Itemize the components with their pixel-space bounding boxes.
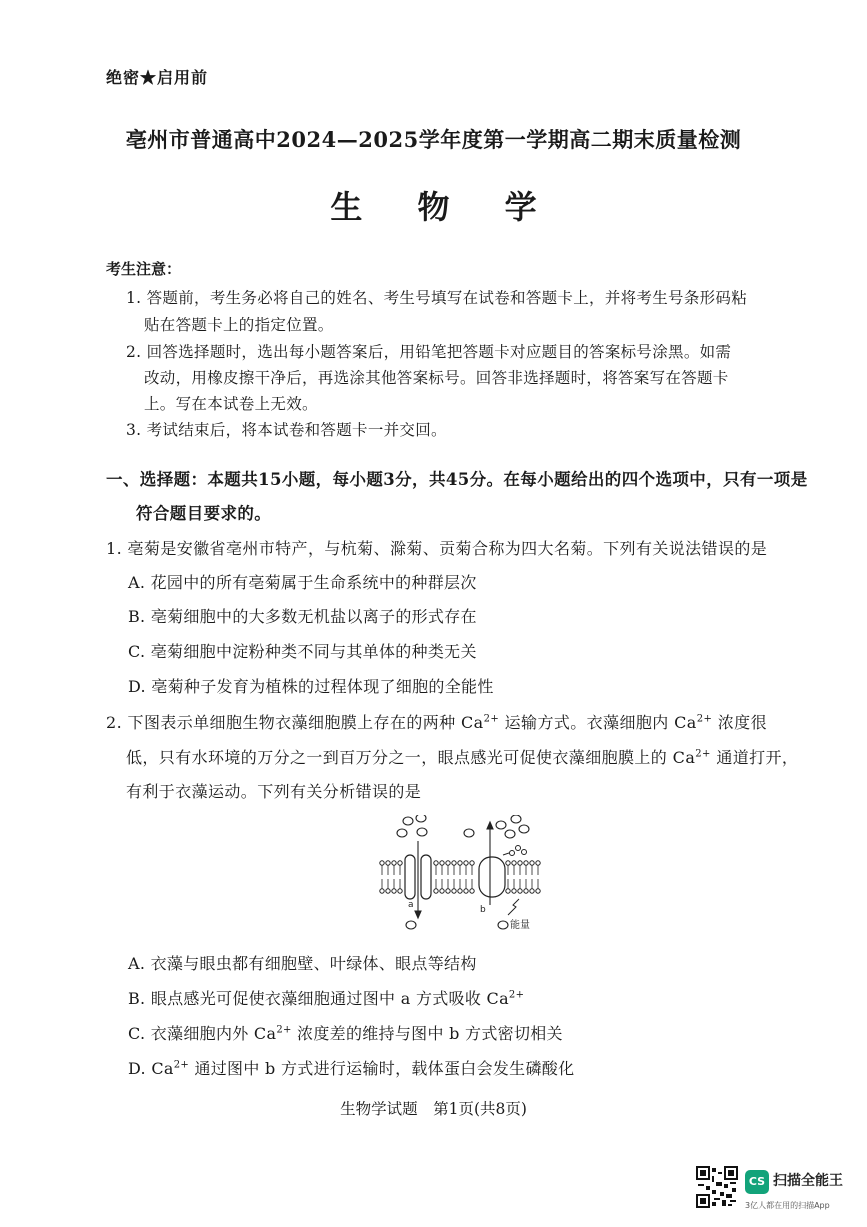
notice-line: 2. 回答选择题时，选出每小题答案后，用铅笔把答题卡对应题目的答案标号涂黑。如需 [126, 343, 732, 361]
subject-title: 生 物 学 [330, 188, 559, 226]
question-2-option-d: D. $Ca^{2+}$ 通过图中 b 方式进行运输时，载体蛋白会发生磷酸化 [128, 1059, 575, 1078]
cs-logo-icon: CS [745, 1170, 769, 1194]
question-2-stem-line-1: 2. 下图表示单细胞生物衣藻细胞膜上存在的两种 $Ca^{2+}$ 运输方式。衣藻细胞内 $Ca^{2+}$ 浓度很 [106, 713, 767, 732]
confidential-label: 绝密★启用前 [106, 68, 209, 87]
question-2-option-b: B. 眼点感光可促使衣藻细胞通过图中 a 方式吸收 $Ca^{2+}$ [128, 989, 525, 1008]
question-1-option-c: C. 亳菊细胞中淀粉种类不同与其单体的种类无关 [128, 642, 477, 661]
exam-title: 亳州市普通高中2024—2025学年度第一学期高二期末质量检测 [125, 127, 742, 152]
section-heading-cont: 符合题目要求的。 [136, 504, 272, 523]
notice-line: 改动，用橡皮擦干净后，再选涂其他答案标号。回答非选择题时，将答案写在答题卡 [144, 369, 729, 387]
scanner-app-name: 扫描全能王 [773, 1173, 843, 1189]
label-a: a [408, 900, 414, 910]
question-2-option-a: A. 衣藻与眼虫都有细胞壁、叶绿体、眼点等结构 [128, 954, 477, 973]
membrane-transport-diagram [376, 815, 546, 935]
notice-line: 贴在答题卡上的指定位置。 [144, 316, 334, 334]
scanner-app-slogan: 3亿人都在用的扫描App [745, 1201, 830, 1210]
qr-code-icon [696, 1166, 738, 1208]
question-1-option-b: B. 亳菊细胞中的大多数无机盐以离子的形式存在 [128, 607, 477, 626]
section-heading: 一、选择题：本题共15小题，每小题3分，共45分。在每小题给出的四个选项中，只有一项是 [106, 470, 808, 489]
notice-line: 上。写在本试卷上无效。 [144, 395, 318, 413]
label-energy: 能量 [510, 920, 530, 931]
question-1-option-a: A. 花园中的所有亳菊属于生命系统中的种群层次 [128, 573, 477, 592]
notice-heading: 考生注意： [106, 260, 182, 278]
label-b: b [480, 905, 486, 915]
question-1-stem: 1. 亳菊是安徽省亳州市特产，与杭菊、滁菊、贡菊合称为四大名菊。下列有关说法错误的是 [106, 539, 768, 558]
question-1-option-d: D. 亳菊种子发育为植株的过程体现了细胞的全能性 [128, 677, 494, 696]
question-2-option-c: C. 衣藻细胞内外 $Ca^{2+}$ 浓度差的维持与图中 b 方式密切相关 [128, 1024, 563, 1043]
question-2-stem-line-2: 低，只有水环境的万分之一到百万分之一，眼点感光可促使衣藻细胞膜上的 $Ca^{2+}$ 通道打开， [126, 748, 799, 767]
page-footer: 生物学试题 第1页(共8页) [340, 1100, 527, 1118]
question-2-stem-line-3: 有利于衣藻运动。下列有关分析错误的是 [126, 782, 422, 801]
notice-line: 3. 考试结束后，将本试卷和答题卡一并交回。 [126, 421, 447, 439]
notice-line: 1. 答题前，考生务必将自己的姓名、考生号填写在试卷和答题卡上，并将考生号条形码粘 [126, 289, 748, 307]
